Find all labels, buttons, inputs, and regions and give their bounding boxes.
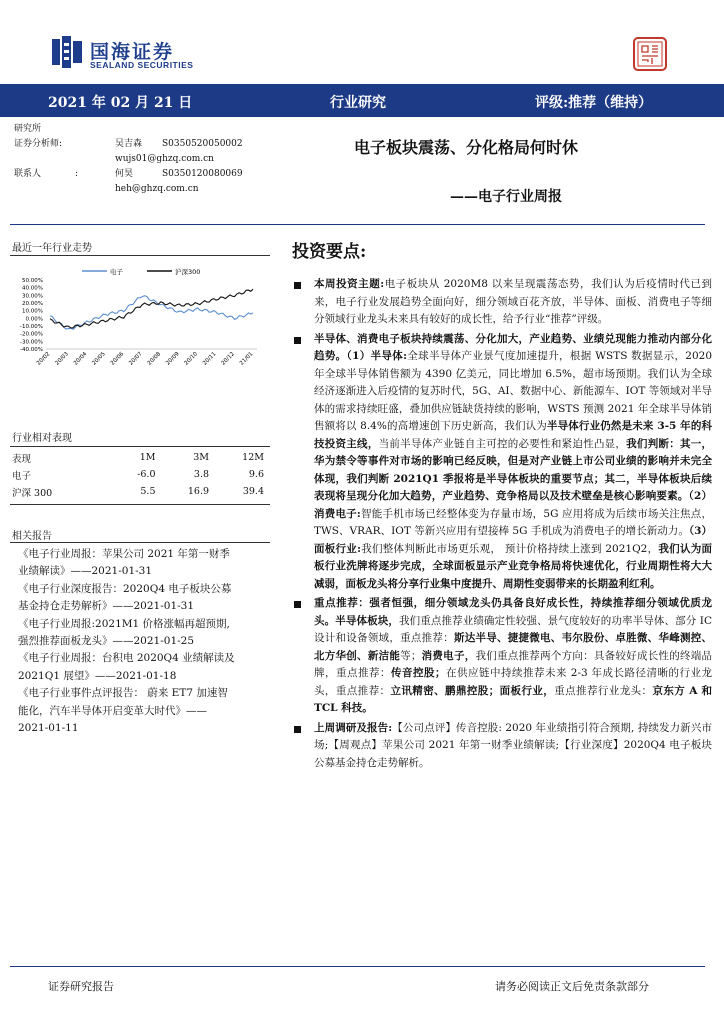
legend-electronics-label: 电子 [110,268,123,276]
col-header: 3M [193,452,210,463]
invest-point-theme [292,276,712,329]
legend-csi300-label: 沪深300 [175,268,201,276]
trend-rule [10,255,270,256]
y-tick-label: 10.00% [22,308,43,315]
point-label: 重点推荐：强者恒强，细分领域龙头仍具备良好成长性，持续推荐细分领域优质龙头。半导体板块， [314,597,712,627]
related-report-line[interactable]: 《电子行业周报:2021M1 价格涨幅再超预期, [18,617,230,630]
x-tick-label: 20/12 [220,351,236,367]
y-tick-label: -40.00% [20,347,43,353]
divider [10,224,705,225]
footer-left: 证券研究报告 [48,980,114,993]
rating: 评级:推荐（维持） [535,95,653,111]
y-tick-label: 0.00% [25,316,43,323]
report-title: 电子板块震荡、分化格局何时休 [354,138,579,157]
performance-rule [10,446,270,447]
footer-disclaimer: 请务必阅读正文后免责条款部分 [495,980,649,993]
related-report-line[interactable]: 《电子行业周报：台积电 2020Q4 业绩解读及 [18,652,235,665]
contact-email[interactable]: heh@ghzq.com.cn [115,184,199,194]
point-label: 半导体、消费电子板块持续震荡、分化加大，产业趋势、业绩兑现能力推动内部分化趋势。（1）半导体: [314,332,712,362]
contact-colon: : [75,169,79,179]
analyst-name: 吴吉森 [115,139,143,149]
y-tick-label: 40.00% [22,285,43,292]
point-text: 【公司点评】传音控股: 2020 年业绩指引符合预期, 持续发力新兴市场;【周观点】苹果公司 2021 年第一财季业绩解读;【行业深度】2020Q4 电子板块公募基金持仓走势解析。 [314,721,712,769]
x-tick-label: 21/01 [238,351,255,367]
related-heading: 相关报告 [12,531,52,542]
series-line-csi300 [50,289,253,328]
point-text: 重点推荐行业龙头： [554,684,653,697]
report-date: 2021 年 02 月 21 日 [48,95,193,111]
bullet-icon [294,726,301,733]
col-header: 1M [139,452,156,463]
trend-chart [12,262,267,380]
contact-name: 何昊 [115,169,134,179]
bullet-icon [294,282,301,289]
related-report-line[interactable]: 基金持仓走势解析》——2021-01-31 [18,600,195,613]
point-emphasis: 斯达半导、捷捷微电、韦尔股份、卓胜微、华峰测控、北方华创、新洁能 [314,632,713,662]
table-header-row [12,449,268,466]
footer-rule [10,966,705,967]
point-text: 全球半导体产业景气度加速提升，根据 WSTS 数据显示，2020 年全球半导体销售额为 4390 亿美元，同比增加 6.5%，超市场预期。我们认为全球经济逐渐进入后疫情的复苏时代，5G、AI、数据中心、新能源车、IOT 等领域对半导体的需求持续旺盛，叠加供应链缺货持续的影响，WSTS 预测 2021 年全球半导体销售额将以 8.4%的高增速创下历史新高，我们认为 [314,350,713,432]
logo-en-text: SEALAND SECURITIES [90,60,194,70]
point-text: 在供应链中持续推荐未来 2-3 年成长路径清晰的行业龙头，重点推荐： [314,667,713,697]
point-text: 我们重点推荐业绩确定性较强、景气度较好的功率半导体、部分 IC 设计和设备领域，重点推荐： [314,614,712,644]
related-reports-list [18,546,270,737]
y-tick-label: -30.00% [20,339,43,346]
point-emphasis: 我们认为面板行业洗牌将逐步完成，全球面板显示产业竞争格局将快速优化，行业周期性将大大减弱，面板龙头将分享行业集中度提升、周期性变弱带来的长期盈利红利。 [314,542,712,590]
table-cell: 16.9 [187,486,210,497]
x-tick-label: 20/08 [146,351,163,367]
bullet-icon [294,337,301,344]
x-tick-label: 20/11 [202,351,218,367]
related-report-line[interactable]: 能化，汽车半导体开启变革大时代》—— [18,704,207,717]
x-tick-label: 20/09 [165,351,181,367]
related-report-line[interactable]: 《电子行业周报：苹果公司 2021 年第一财季 [18,548,230,560]
table-cell: -6.0 [137,469,156,480]
invest-point-sectors [292,331,712,594]
invest-content [292,276,712,774]
related-report-line[interactable]: 2021-01-11 [18,722,79,735]
x-tick-label: 20/03 [54,351,70,367]
invest-heading: 投资要点: [292,242,367,262]
table-cell: 沪深 300 [12,487,53,499]
point-emphasis: 立讯精密、鹏鼎控股；面板行业， [390,684,555,697]
point-emphasis: （3）面板行业: [314,525,712,555]
contact-cert: S0350120080069 [162,169,243,179]
related-rule [10,542,270,543]
contact-role: 联系人 [14,169,42,179]
related-report-line[interactable]: 强烈推荐面板龙头》——2021-01-25 [18,635,195,648]
x-tick-label: 20/04 [72,351,89,367]
logo-cn-text: 国海证券 [90,41,175,63]
point-text: 智能手机市场已经整体变为存量市场，5G 应用将成为后续市场关注焦点，TWS、VRAR、IOT 等新兴应用有望接棒 5G 手机成为消费电子的增长新动力。 [314,507,712,537]
sealand-logo-icon [50,35,84,69]
header-band [0,84,724,117]
point-emphasis: 传音控股； [390,667,446,679]
table-cell: 3.8 [193,469,210,480]
report-type: 行业研究 [330,95,386,111]
related-report-line[interactable]: 2021Q1 展望》——2021-01-18 [18,669,177,682]
table-cell: 9.6 [248,469,264,480]
related-report-line[interactable]: 业绩解读》——2021-01-31 [18,565,153,578]
y-tick-label: 50.00% [22,278,43,284]
performance-table [12,449,268,500]
point-text: 当前半导体产业链自主可控的必要性和紧迫性凸显， [378,437,627,450]
x-tick-label: 20/07 [128,351,144,367]
series-line-electronics [50,296,253,330]
analyst-email[interactable]: wujs01@ghzq.com.cn [115,154,214,164]
col-header: 12M [242,452,264,463]
x-tick-label: 20/06 [109,351,126,367]
table-cell: 5.5 [140,486,156,497]
invest-point-reports [292,720,712,773]
point-text: 我们重点推荐两个方向：具备较好成长性的终端品牌，重点推荐： [314,649,713,679]
related-report-line[interactable]: 《电子行业事件点评报告： 蔚来 ET7 加速智 [18,687,228,700]
x-tick-label: 20/02 [35,351,52,367]
point-emphasis: 半导体行业仍然是未来 3-5 年的科技投资主线， [314,420,712,450]
performance-heading: 行业相对表现 [12,433,72,444]
point-label: 上周调研及报告: [314,721,393,734]
table-row [12,466,268,483]
invest-point-picks [292,595,712,718]
point-text: 我们整体判断此市场更乐观， 预计价格持续上涨到 2021Q2， [360,542,659,555]
point-text: 等； [400,649,422,662]
org-label: 研究所 [14,124,42,134]
related-report-line[interactable]: 《电子行业深度报告：2020Q4 电子板块公募 [18,582,232,595]
y-tick-label: 20.00% [22,301,43,307]
point-emphasis: 京东方 A 和 TCL 科技。 [314,684,713,714]
point-emphasis: 我们判断：其一，华为禁令等事件对市场的影响已经反映，但是对产业链上市公司业绩的影响并未完全体现，我们判断 2021Q1 季报将是半导体板块的重要节点；其二，半导体板块后续表现将呈现分化加大趋势，产业趋势、竞争格局以及技术壁垒是核心影响要素。（2）消费电子: [314,437,713,520]
company-logo [50,35,200,75]
analyst-cert: S0350520050002 [162,139,243,149]
table-bottom-rule [10,504,270,505]
table-row [12,483,268,500]
y-tick-label: -10.00% [20,324,43,330]
col-header: 表现 [12,453,32,465]
x-tick-label: 20/05 [91,351,107,367]
y-tick-label: -20.00% [20,331,43,338]
table-cell: 电子 [12,470,32,482]
research-institute-seal [632,36,668,72]
bullet-icon [294,601,301,608]
y-tick-label: 30.00% [22,293,43,300]
analyst-role: 证券分析师: [14,139,63,149]
report-subtitle: ——电子行业周报 [450,189,562,205]
point-label: 本周投资主题: [314,278,385,290]
point-text: 电子板块从 2020M8 以来呈现震荡态势，我们认为后疫情时代已到来，电子行业发展趋势全面向好，细分领域百花齐放，半导体、面板、消费电子等细分领域行业龙头未来具有较好的成长性，给予行业“推荐”评级。 [314,278,712,325]
table-cell: 39.4 [242,486,264,497]
x-tick-label: 20/10 [183,351,200,367]
trend-heading: 最近一年行业走势 [12,243,92,254]
point-emphasis: 消费电子， [421,649,476,662]
